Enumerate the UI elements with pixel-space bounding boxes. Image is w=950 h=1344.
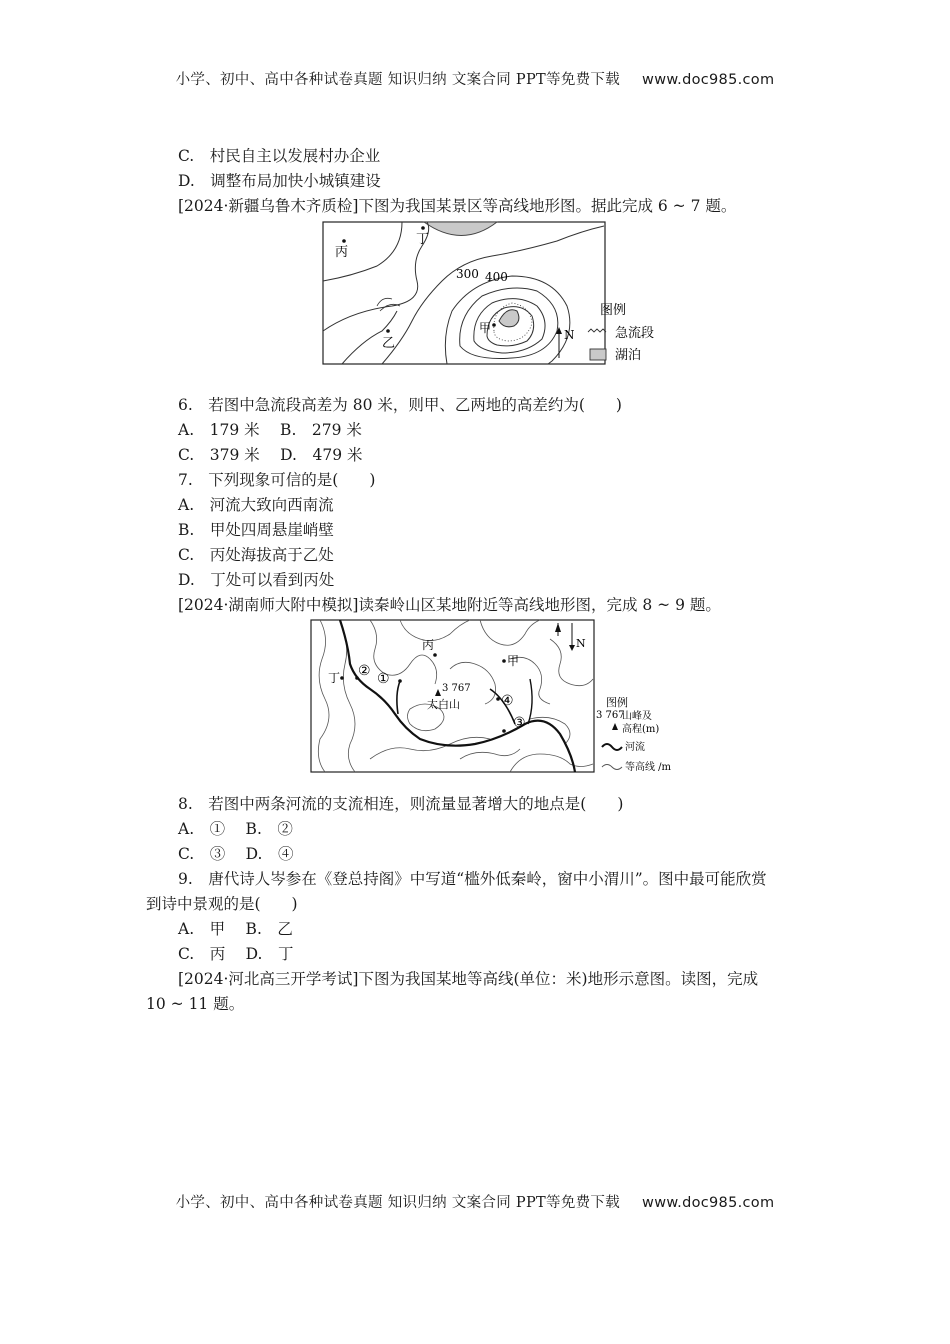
point-ding	[340, 676, 344, 680]
qinling-contour-map	[310, 619, 690, 775]
point-ding	[421, 226, 425, 230]
legend-peak-1: 山峰及	[622, 711, 652, 722]
label-jia: 甲	[507, 654, 520, 668]
legend-peak-icon	[612, 723, 618, 730]
question-7: 7. 下列现象可信的是( )	[178, 471, 376, 489]
legend-rapids: 急流段	[615, 326, 655, 341]
legend-river-icon	[602, 744, 622, 750]
legend-title: 图例	[606, 696, 628, 709]
label-2: ②	[358, 663, 371, 679]
river-main	[340, 620, 575, 772]
legend-peak-value: 3 767	[596, 710, 625, 721]
point-bing	[342, 239, 346, 243]
q6-options-ab: A. 179 米 B. 279 米	[178, 421, 362, 439]
header-text: 小学、初中、高中各种试卷真题 知识归纳 文案合同 PPT等免费下载	[175, 72, 621, 88]
question-6: 6. 若图中急流段高差为 80 米，则甲、乙两地的高差约为( )	[178, 396, 622, 414]
option-c-prev: C. 村民自主以发展村办企业	[178, 147, 381, 165]
legend-river: 河流	[625, 742, 645, 753]
peak-icon	[435, 689, 441, 696]
q9-options-ab: A. 甲 B. 乙	[178, 920, 293, 938]
label-1: ①	[377, 671, 390, 687]
point-bing	[433, 653, 437, 657]
point-yi	[386, 329, 390, 333]
q7-option-c: C. 丙处海拔高于乙处	[178, 546, 334, 564]
intro-q6-7: [2024·新疆乌鲁木齐质检]下图为我国某景区等高线地形图。据此完成 6 ~ 7 题。	[178, 197, 737, 215]
label-jia: 甲	[479, 321, 492, 335]
legend-contour: 等高线 /m	[625, 762, 672, 773]
intro-q10-11-line2: 10 ~ 11 题。	[146, 995, 245, 1013]
peak-name: 太白山	[427, 698, 460, 711]
legend-lake: 湖泊	[615, 348, 642, 363]
label-ding: 丁	[416, 232, 430, 247]
question-9-line2: 到诗中景观的是( )	[146, 895, 298, 913]
q7-option-b: B. 甲处四周悬崖峭壁	[178, 521, 334, 539]
q9-options-cd: C. 丙 D. 丁	[178, 945, 294, 963]
legend-peak-2: 高程(m)	[622, 724, 660, 735]
header-site: www.doc985.com	[642, 72, 775, 88]
footer-site: www.doc985.com	[642, 1195, 775, 1211]
q6-options-cd: C. 379 米 D. 479 米	[178, 446, 363, 464]
question-9-line1: 9. 唐代诗人岑参在《登总持阁》中写道“槛外低秦岭，窗中小渭川”。图中最可能欣赏	[178, 870, 767, 888]
scenic-contour-map	[322, 221, 678, 367]
intro-q8-9: [2024·湖南师大附中模拟]读秦岭山区某地附近等高线地形图，完成 8 ~ 9 题。	[178, 596, 721, 614]
intro-q10-11-line1: [2024·河北高三开学考试]下图为我国某地等高线(单位：米)地形示意图。读图，完成	[178, 970, 759, 988]
label-yi: 乙	[382, 336, 396, 351]
page-header	[0, 68, 950, 89]
label-4: ④	[501, 693, 514, 709]
point-jia	[492, 323, 496, 327]
contour-label-300: 300	[456, 267, 479, 281]
option-d-prev: D. 调整布局加快小城镇建设	[178, 172, 381, 190]
label-ding: 丁	[328, 671, 341, 685]
point-jia	[502, 659, 506, 663]
q8-options-ab: A. ① B. ②	[178, 820, 293, 838]
north-label: N	[564, 328, 575, 342]
q7-option-a: A. 河流大致向西南流	[178, 496, 334, 514]
page-footer	[0, 1191, 950, 1212]
q8-options-cd: C. ③ D. ④	[178, 845, 294, 863]
label-bing: 丙	[422, 638, 435, 652]
contour-label-400: 400	[485, 270, 508, 284]
peak-height: 3 767	[442, 683, 471, 694]
lake-legend-icon	[590, 349, 606, 360]
label-3: ③	[513, 715, 526, 731]
q7-option-d: D. 丁处可以看到丙处	[178, 571, 335, 589]
footer-text: 小学、初中、高中各种试卷真题 知识归纳 文案合同 PPT等免费下载	[175, 1195, 621, 1211]
label-bing: 丙	[335, 245, 349, 260]
legend-title: 图例	[600, 303, 627, 318]
peak-marker-icon	[555, 623, 561, 632]
question-8: 8. 若图中两条河流的支流相连，则流量显著增大的地点是( )	[178, 795, 624, 813]
north-label: N	[576, 637, 586, 650]
legend-contour-icon	[602, 765, 622, 770]
river-tributary	[397, 681, 400, 714]
rapids-legend-icon	[588, 329, 606, 332]
